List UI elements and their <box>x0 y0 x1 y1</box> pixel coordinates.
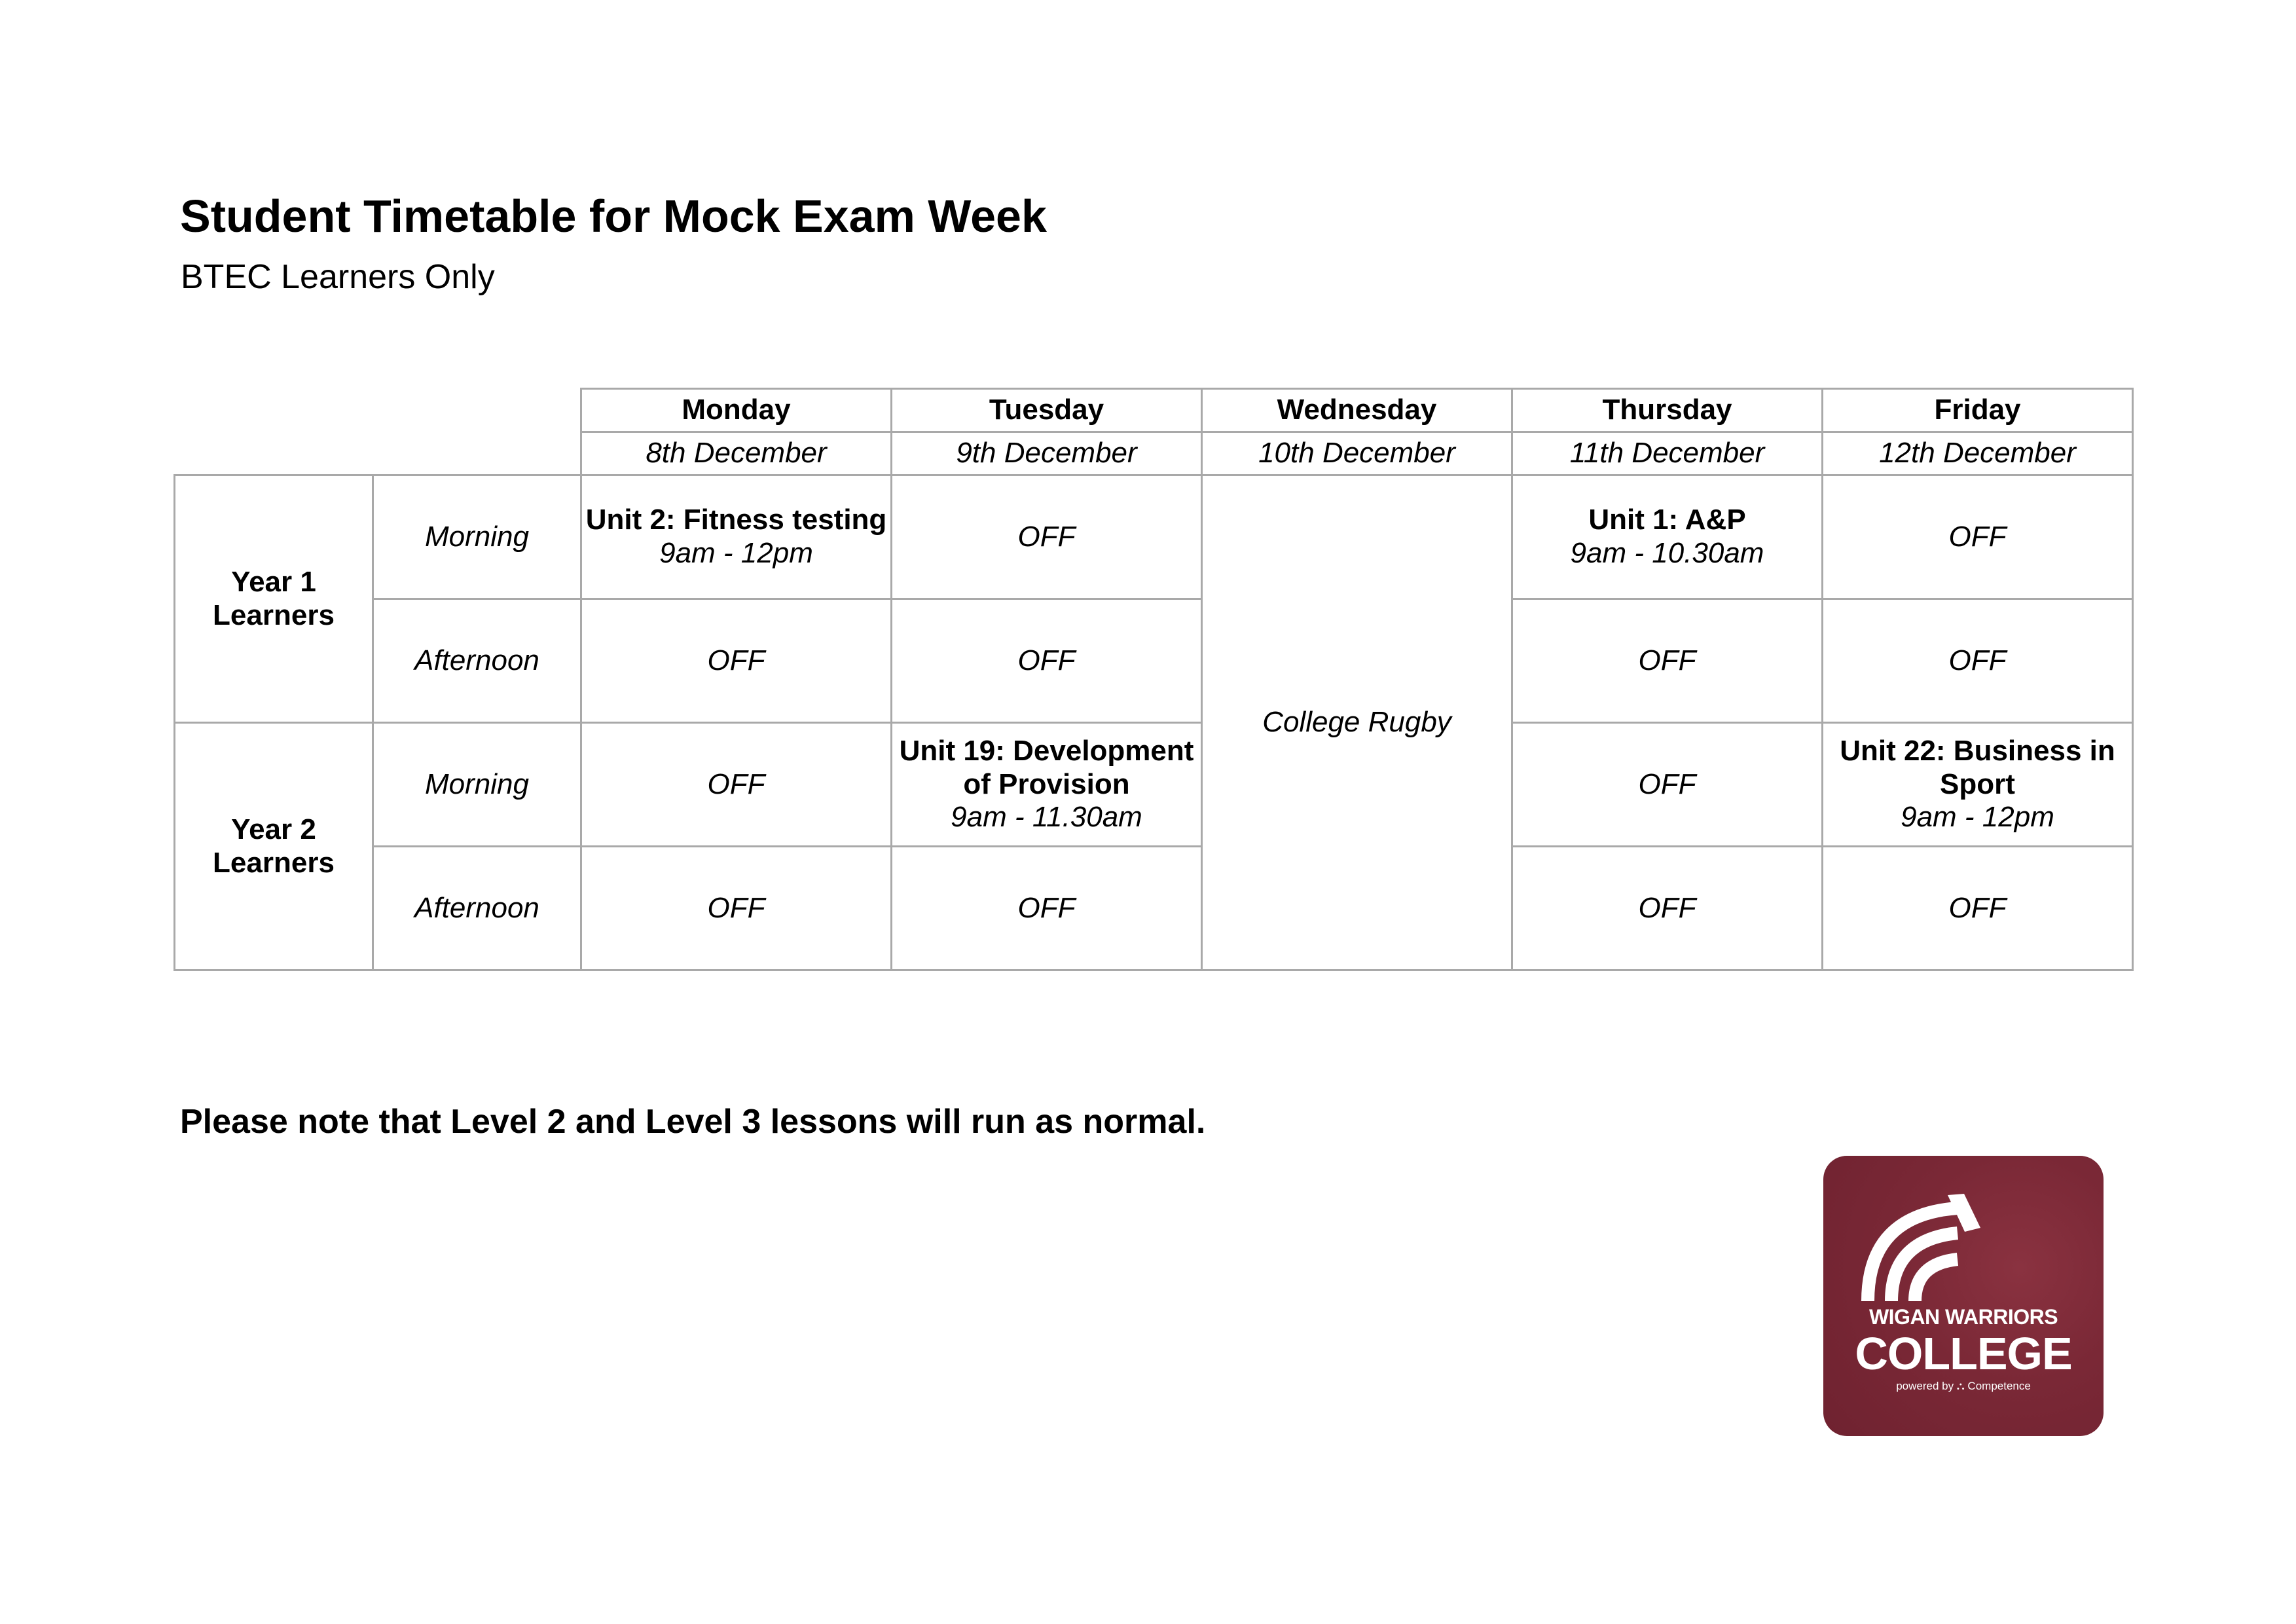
session-label-morning: Morning <box>373 723 581 847</box>
year1-afternoon-row <box>175 599 2133 723</box>
page-title: Student Timetable for Mock Exam Week <box>180 191 1047 242</box>
date-friday: 12th December <box>1823 432 2133 475</box>
cell-y2-morning-thursday: OFF <box>1512 723 1823 847</box>
cell-y1-morning-tuesday: OFF <box>892 475 1202 599</box>
logo-text-powered-by: powered by ⛬ Competence <box>1896 1380 2031 1392</box>
session-label-afternoon: Afternoon <box>373 847 581 970</box>
cell-y2-afternoon-friday: OFF <box>1823 847 2133 970</box>
date-monday: 8th December <box>581 432 892 475</box>
cell-y1-morning-thursday: Unit 1: A&P 9am - 10.30am <box>1512 475 1823 599</box>
cell-y2-morning-monday: OFF <box>581 723 892 847</box>
year2-morning-row <box>175 723 2133 847</box>
arcs-logo-icon <box>1823 1156 2104 1436</box>
day-header-wednesday: Wednesday <box>1202 389 1512 432</box>
logo-text-college: COLLEGE <box>1855 1328 2072 1379</box>
session-label-morning: Morning <box>373 475 581 599</box>
footer-note: Please note that Level 2 and Level 3 lessons will run as normal. <box>180 1103 1206 1141</box>
page-subtitle: BTEC Learners Only <box>181 258 495 296</box>
cell-y1-afternoon-friday: OFF <box>1823 599 2133 723</box>
cell-y2-afternoon-monday: OFF <box>581 847 892 970</box>
date-wednesday: 10th December <box>1202 432 1512 475</box>
timetable <box>173 388 2134 971</box>
year2-afternoon-row <box>175 847 2133 970</box>
date-thursday: 11th December <box>1512 432 1823 475</box>
day-header-tuesday: Tuesday <box>892 389 1202 432</box>
cell-y1-afternoon-monday: OFF <box>581 599 892 723</box>
day-header-thursday: Thursday <box>1512 389 1823 432</box>
college-logo <box>1823 1156 2104 1436</box>
cell-y2-afternoon-thursday: OFF <box>1512 847 1823 970</box>
day-header-monday: Monday <box>581 389 892 432</box>
date-tuesday: 9th December <box>892 432 1202 475</box>
cell-y2-morning-tuesday: Unit 19: Development of Provision 9am - 11.30am <box>892 723 1202 847</box>
cell-y1-afternoon-tuesday: OFF <box>892 599 1202 723</box>
session-label-afternoon: Afternoon <box>373 599 581 723</box>
logo-text-wigan-warriors: WIGAN WARRIORS <box>1868 1305 2058 1329</box>
date-header-row <box>175 432 2133 475</box>
cell-y2-afternoon-tuesday: OFF <box>892 847 1202 970</box>
cell-y1-morning-friday: OFF <box>1823 475 2133 599</box>
cell-y1-morning-monday: Unit 2: Fitness testing 9am - 12pm <box>581 475 892 599</box>
cell-wednesday-college-rugby: College Rugby <box>1202 475 1512 970</box>
group-label-year2: Year 2 Learners <box>175 723 373 970</box>
year1-morning-row <box>175 475 2133 599</box>
group-label-year1: Year 1 Learners <box>175 475 373 723</box>
day-header-friday: Friday <box>1823 389 2133 432</box>
cell-y2-morning-friday: Unit 22: Business in Sport 9am - 12pm <box>1823 723 2133 847</box>
cell-y1-afternoon-thursday: OFF <box>1512 599 1823 723</box>
day-header-row <box>175 389 2133 432</box>
